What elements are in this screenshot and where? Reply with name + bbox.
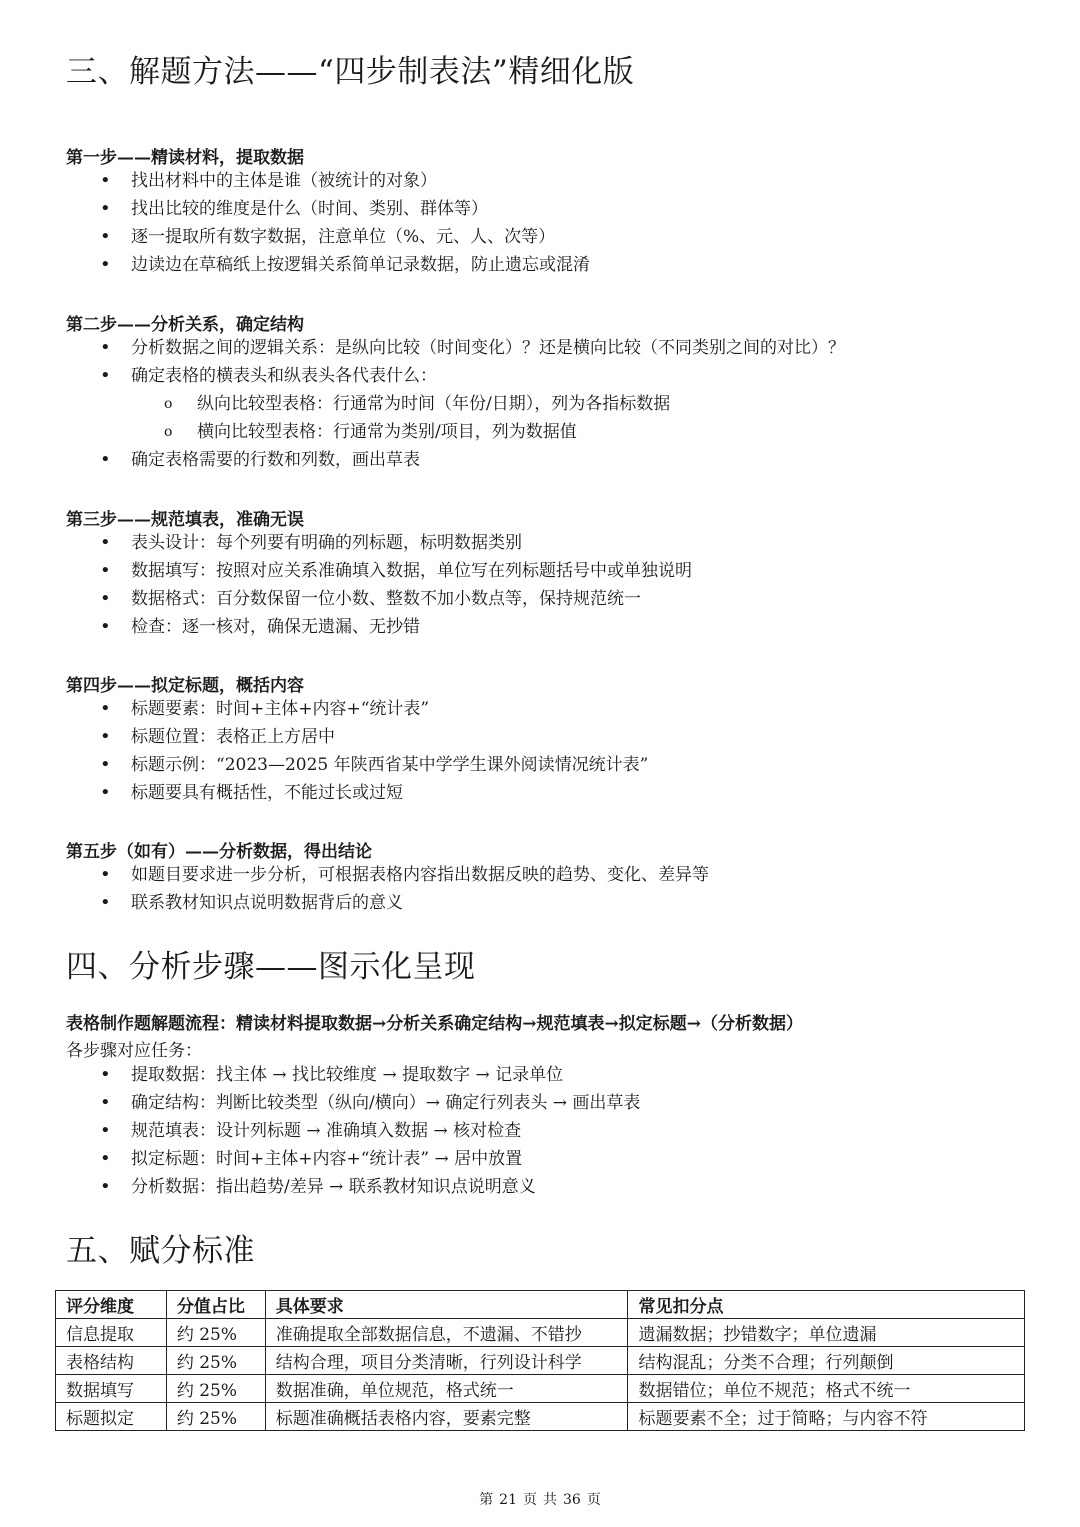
list-item: • 找出材料中的主体是谁（被统计的对象） <box>0 167 590 195</box>
step-1-heading: 第一步——精读材料，提取数据 <box>66 148 304 168</box>
step-5-heading: 第五步（如有）——分析数据，得出结论 <box>66 842 372 862</box>
table-cell: 数据填写 <box>56 1375 167 1403</box>
page-number: 21 <box>499 1492 517 1508</box>
table-row <box>56 1375 1025 1403</box>
table-cell: 数据准确，单位规范，格式统一 <box>265 1375 628 1403</box>
table-cell: 遗漏数据；抄错数字；单位遗漏 <box>628 1319 1025 1347</box>
step-3-heading: 第三步——规范填表，准确无误 <box>66 510 304 530</box>
page-footer <box>0 1489 1080 1509</box>
table-cell: 标题准确概括表格内容，要素完整 <box>265 1403 628 1431</box>
table-cell: 约 25% <box>166 1319 265 1347</box>
list-item: • 逐一提取所有数字数据，注意单位（%、元、人、次等） <box>0 223 590 251</box>
list-item: • 边读边在草稿纸上按逻辑关系简单记录数据，防止遗忘或混淆 <box>0 251 590 279</box>
sub-list-item: o 横向比较型表格：行通常为类别/项目，列为数据值 <box>0 418 845 446</box>
step-1-list <box>0 167 590 279</box>
list-item: • 分析数据之间的逻辑关系：是纵向比较（时间变化）？还是横向比较（不同类别之间的对比）？ <box>0 334 845 362</box>
list-item: • 标题位置：表格正上方居中 <box>0 723 648 751</box>
footer-label: 页 <box>523 1492 537 1508</box>
list-item: • 找出比较的维度是什么（时间、类别、群体等） <box>0 195 590 223</box>
list-item: • 标题要素：时间+主体+内容+“统计表” <box>0 695 648 723</box>
section-5-title: 五、赋分标准 <box>66 1233 255 1269</box>
table-row <box>56 1347 1025 1375</box>
list-item: • 标题示例：“2023—2025 年陕西省某中学学生课外阅读情况统计表” <box>0 751 648 779</box>
table-cell: 准确提取全部数据信息，不遗漏、不错抄 <box>265 1319 628 1347</box>
total-pages: 36 <box>563 1492 581 1508</box>
footer-label: 共 <box>543 1492 557 1508</box>
list-item: • 标题要具有概括性，不能过长或过短 <box>0 779 648 807</box>
section-4-title: 四、分析步骤——图示化呈现 <box>66 949 476 985</box>
list-item: • 如题目要求进一步分析，可根据表格内容指出数据反映的趋势、变化、差异等 <box>0 861 709 889</box>
table-cell: 信息提取 <box>56 1319 167 1347</box>
table-cell: 结构混乱；分类不合理；行列颠倒 <box>628 1347 1025 1375</box>
list-item: • 数据填写：按照对应关系准确填入数据，单位写在列标题括号中或单独说明 <box>0 557 692 585</box>
table-cell: 结构合理，项目分类清晰，行列设计科学 <box>265 1347 628 1375</box>
step-4-list <box>0 695 648 807</box>
scoring-table <box>55 1290 1025 1431</box>
table-header-cell: 评分维度 <box>56 1291 167 1319</box>
flow-intro: 各步骤对应任务： <box>66 1041 202 1061</box>
footer-label: 第 <box>479 1492 494 1508</box>
table-cell: 标题要素不全；过于简略；与内容不符 <box>628 1403 1025 1431</box>
table-cell: 约 25% <box>166 1403 265 1431</box>
list-item: • 检查：逐一核对，确保无遗漏、无抄错 <box>0 613 692 641</box>
list-item: • 拟定标题：时间+主体+内容+“统计表” → 居中放置 <box>0 1145 640 1173</box>
step-4-heading: 第四步——拟定标题，概括内容 <box>66 676 304 696</box>
list-item: • 提取数据：找主体 → 找比较维度 → 提取数字 → 记录单位 <box>0 1061 640 1089</box>
step-3-list <box>0 529 692 641</box>
step-2-heading: 第二步——分析关系，确定结构 <box>66 315 304 335</box>
table-header-row <box>56 1291 1025 1319</box>
step-5-list <box>0 861 709 917</box>
table-cell: 约 25% <box>166 1347 265 1375</box>
table-row <box>56 1403 1025 1431</box>
sub-list-item: o 纵向比较型表格：行通常为时间（年份/日期），列为各指标数据 <box>0 390 845 418</box>
list-item: • 规范填表：设计列标题 → 准确填入数据 → 核对检查 <box>0 1117 640 1145</box>
list-item: • 数据格式：百分数保留一位小数、整数不加小数点等，保持规范统一 <box>0 585 692 613</box>
list-item: • 联系教材知识点说明数据背后的意义 <box>0 889 709 917</box>
table-header-cell: 常见扣分点 <box>628 1291 1025 1319</box>
table-cell: 数据错位；单位不规范；格式不统一 <box>628 1375 1025 1403</box>
list-item: • 确定表格需要的行数和列数，画出草表 <box>0 446 845 474</box>
list-item: • 表头设计：每个列要有明确的列标题，标明数据类别 <box>0 529 692 557</box>
list-item: • 确定结构：判断比较类型（纵向/横向）→ 确定行列表头 → 画出草表 <box>0 1089 640 1117</box>
table-row <box>56 1319 1025 1347</box>
table-cell: 表格结构 <box>56 1347 167 1375</box>
flow-task-list <box>0 1061 640 1201</box>
table-header-cell: 具体要求 <box>265 1291 628 1319</box>
list-item: • 分析数据：指出趋势/差异 → 联系教材知识点说明意义 <box>0 1173 640 1201</box>
list-item: • 确定表格的横表头和纵表头各代表什么： <box>0 362 845 390</box>
section-3-title: 三、解题方法——“四步制表法”精细化版 <box>66 54 635 90</box>
table-cell: 标题拟定 <box>56 1403 167 1431</box>
step-2-list <box>0 334 845 474</box>
table-cell: 约 25% <box>166 1375 265 1403</box>
flow-summary: 表格制作题解题流程：精读材料提取数据→分析关系确定结构→规范填表→拟定标题→（分析数据） <box>66 1014 803 1034</box>
table-header-cell: 分值占比 <box>166 1291 265 1319</box>
footer-label: 页 <box>586 1492 601 1508</box>
